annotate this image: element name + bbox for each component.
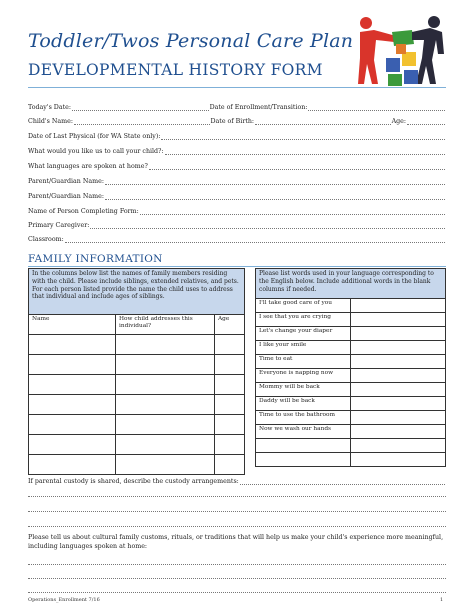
phrase-cell: Time to eat	[256, 355, 351, 369]
form-row-call	[28, 148, 446, 155]
date-of-birth-label: Date of Birth:	[210, 118, 255, 125]
form-script-title: Toddler/Twos Personal Care Plan	[28, 30, 354, 52]
phrase-cell: Mommy will be back	[256, 383, 351, 397]
custody-line[interactable]	[28, 496, 446, 497]
column-header-addresses: How child addresses this individual?	[116, 315, 215, 335]
phrase-cell: Everyone is napping now	[256, 369, 351, 383]
translation-cell[interactable]	[351, 425, 446, 439]
form-row-dates	[28, 104, 446, 111]
phrase-cell: Now we wash our hands	[256, 425, 351, 439]
last-physical-label: Date of Last Physical (for WA State only):	[28, 133, 161, 140]
table-row[interactable]	[29, 395, 245, 415]
table-row[interactable]	[29, 435, 245, 455]
table-row[interactable]	[256, 439, 446, 453]
childs-name-label: Child's Name:	[28, 118, 73, 125]
call-child-label: What would you like us to call your child?:	[28, 148, 164, 155]
call-child-field[interactable]	[165, 148, 445, 155]
phrase-cell: Let's change your diaper	[256, 327, 351, 341]
phrase-cell: I like your smile	[256, 341, 351, 355]
phrase-cell: I'll take good care of you	[256, 299, 351, 313]
form-row-classroom	[28, 236, 446, 243]
childs-name-field[interactable]	[74, 118, 210, 125]
table-row[interactable]	[29, 375, 245, 395]
age-field[interactable]	[407, 118, 445, 125]
traditions-line[interactable]	[28, 592, 446, 593]
guardian-2-label: Parent/Guardian Name:	[28, 193, 104, 200]
children-with-blocks-logo-icon	[352, 14, 448, 92]
form-row-guardian-1	[28, 178, 446, 185]
classroom-label: Classroom:	[28, 236, 64, 243]
guardian-1-field[interactable]	[105, 178, 445, 185]
table-row[interactable]	[256, 453, 446, 467]
guardian-2-field[interactable]	[105, 193, 445, 200]
custody-row	[28, 478, 446, 485]
todays-date-label: Today's Date:	[28, 104, 71, 111]
completing-form-label: Name of Person Completing Form:	[28, 208, 139, 215]
languages-field[interactable]	[149, 163, 445, 170]
phrase-cell: Daddy will be back	[256, 397, 351, 411]
custody-line[interactable]	[28, 526, 446, 527]
primary-caregiver-label: Primary Caregiver:	[28, 222, 90, 229]
family-section-title: FAMILY INFORMATION	[28, 253, 163, 265]
column-header-age: Age	[215, 315, 245, 335]
custody-label: If parental custody is shared, describe the custody arrangements:	[28, 478, 239, 485]
primary-caregiver-field[interactable]	[90, 222, 445, 229]
family-section-divider	[28, 266, 446, 267]
table-row[interactable]	[29, 415, 245, 435]
form-row-name	[28, 118, 446, 125]
traditions-line[interactable]	[28, 564, 446, 565]
classroom-field[interactable]	[65, 236, 445, 243]
completing-form-field[interactable]	[140, 208, 445, 215]
translation-cell[interactable]	[351, 327, 446, 341]
translation-cell[interactable]	[351, 369, 446, 383]
translation-cell[interactable]	[351, 313, 446, 327]
traditions-line[interactable]	[28, 578, 446, 579]
guardian-1-label: Parent/Guardian Name:	[28, 178, 104, 185]
language-words-table	[255, 268, 446, 467]
footer-form-code: Operations_Enrollment 7/16	[28, 597, 100, 603]
last-physical-field[interactable]	[161, 133, 445, 140]
phrase-cell: I see that you are crying	[256, 313, 351, 327]
language-instructions: Please list words used in your language corresponding to the English below. Include additional words in the blank columns if needed.	[256, 269, 446, 299]
date-of-birth-field[interactable]	[255, 118, 391, 125]
enrollment-date-label: Date of Enrollment/Transition:	[209, 104, 308, 111]
family-instructions: In the columns below list the names of family members residing with the child. Please include siblings, extended relatives, and pets. For each person listed provide the name the child uses to address that individual and include ages of siblings.	[29, 269, 245, 315]
form-row-guardian-2	[28, 193, 446, 200]
todays-date-field[interactable]	[72, 104, 209, 111]
column-header-name: Name	[29, 315, 116, 335]
family-members-table	[28, 268, 245, 475]
table-row[interactable]	[29, 455, 245, 475]
page-number: 1	[440, 597, 444, 603]
translation-cell[interactable]	[351, 397, 446, 411]
translation-cell[interactable]	[351, 383, 446, 397]
form-main-title: DEVELOPMENTAL HISTORY FORM	[28, 61, 323, 79]
form-row-languages	[28, 163, 446, 170]
custody-line[interactable]	[28, 511, 446, 512]
translation-cell[interactable]	[351, 355, 446, 369]
enrollment-date-field[interactable]	[308, 104, 445, 111]
translation-cell[interactable]	[351, 299, 446, 313]
form-row-physical	[28, 133, 446, 140]
form-row-completing	[28, 208, 446, 215]
age-label: Age:	[391, 118, 406, 125]
languages-label: What languages are spoken at home?	[28, 163, 148, 170]
table-row[interactable]	[29, 355, 245, 375]
form-row-caregiver	[28, 222, 446, 229]
traditions-question: Please tell us about cultural family customs, rituals, or traditions that will help us make your child's experience more meaningful, including languages spoken at home:	[28, 534, 444, 550]
translation-cell[interactable]	[351, 411, 446, 425]
phrase-cell: Time to use the bathroom	[256, 411, 351, 425]
custody-field[interactable]	[240, 478, 445, 485]
table-row[interactable]	[29, 335, 245, 355]
translation-cell[interactable]	[351, 341, 446, 355]
